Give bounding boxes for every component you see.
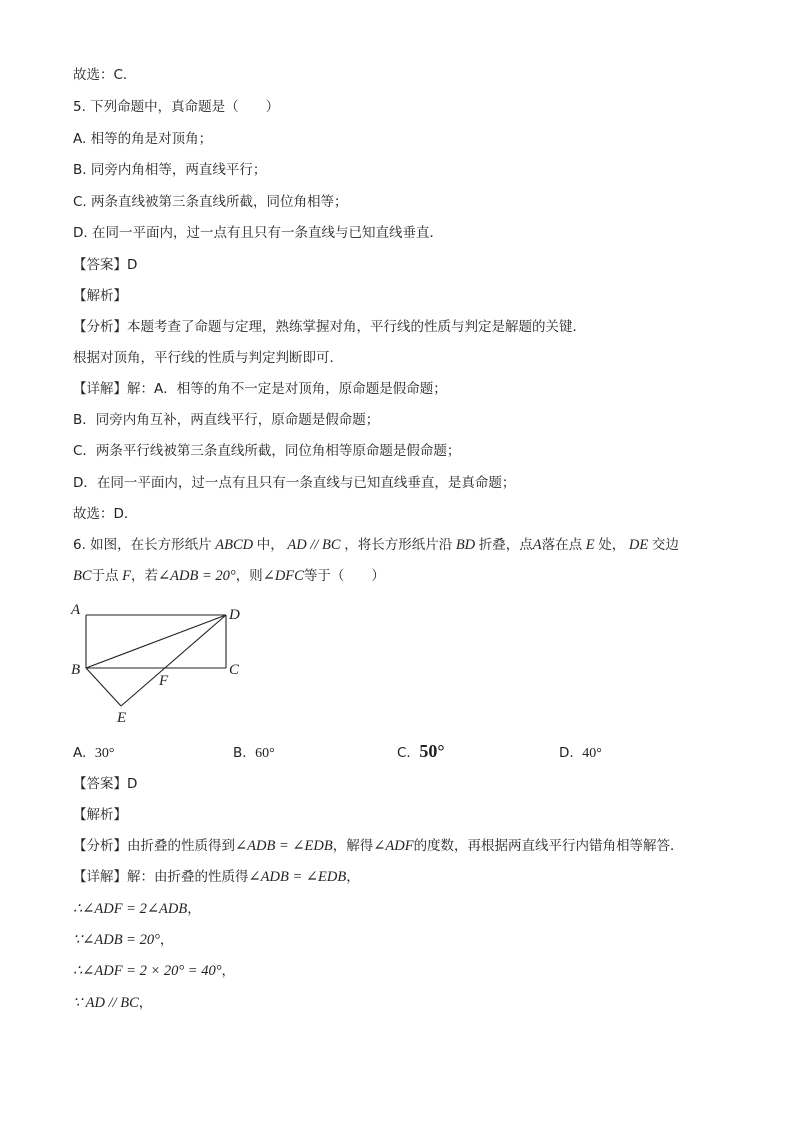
step-2: [73, 931, 173, 949]
step-1: [73, 900, 201, 918]
math: ∵ AD // BC: [73, 995, 139, 1011]
q6-text: 等于（ ）: [303, 568, 385, 584]
q6-math: E: [582, 537, 599, 553]
q6-math: BC: [73, 568, 92, 584]
q6-math: BD: [452, 537, 479, 553]
analysis-heading-5: 【解析】: [73, 288, 127, 304]
text-line: 故选：C．: [73, 67, 137, 83]
segment-be: [86, 668, 121, 706]
detail-5-d: D．在同一平面内，过一点有且只有一条直线与已知直线垂直，是真命题；: [73, 475, 516, 491]
q6-option-d: [559, 744, 602, 763]
label-b: B: [71, 662, 81, 678]
q6-math: A: [532, 537, 542, 553]
label-a: A: [71, 602, 81, 618]
segment-de: [121, 615, 226, 706]
q6-text: 中，: [256, 537, 284, 553]
geometry-figure: [66, 596, 256, 731]
step-3: [73, 962, 235, 980]
q6-text: 折叠，点: [478, 537, 533, 553]
question-6-line-1: [73, 536, 679, 554]
text: ，: [159, 932, 174, 948]
text: 【详解】解：由折叠的性质得: [73, 869, 249, 885]
q5-option-b: B. 同旁内角相等，两直线平行；: [73, 162, 267, 178]
q6-math: ∠ADB = 20°: [158, 568, 236, 584]
detail-6: [73, 868, 360, 886]
label-c: C: [229, 662, 240, 678]
option-value: 40°: [582, 746, 602, 761]
analysis-5: 【分析】本题考查了命题与定理，熟练掌握对角，平行线的性质与判定是解题的关键．: [73, 319, 586, 335]
q6-text: 处，: [598, 537, 626, 553]
text: ，: [346, 869, 360, 885]
math: ∠ADB = ∠EDB: [248, 869, 347, 885]
q6-math: AD // BC: [283, 537, 345, 553]
option-label: B.: [233, 745, 247, 761]
detail-5-c: C．两条平行线被第三条直线所截，同位角相等原命题是假命题；: [73, 443, 461, 459]
q6-option-b: [233, 744, 275, 763]
option-value: 50°: [419, 741, 445, 761]
q6-text: 落在点: [541, 537, 583, 553]
math: ∴∠ADF = 2∠ADB: [73, 901, 188, 917]
text: ，: [187, 901, 201, 917]
q6-math: ∠DFC: [262, 568, 304, 584]
q5-option-d: D. 在同一平面内，过一点有且只有一条直线与已知直线垂直．: [73, 225, 443, 241]
text: ，: [138, 995, 153, 1011]
q6-text: 6. 如图，在长方形纸片: [73, 537, 212, 553]
q6-text: ，则: [235, 568, 263, 584]
label-f: F: [159, 673, 169, 689]
detail-5-a: 【详解】解：A．相等的角不一定是对顶角，原命题是假命题；: [73, 381, 447, 397]
math: ∴∠ADF = 2 × 20° = 40°: [73, 963, 222, 979]
q6-math: F: [118, 568, 132, 584]
text: ，: [221, 963, 236, 979]
q6-option-c: [397, 742, 445, 762]
q6-text: ，将长方形纸片沿: [344, 537, 453, 553]
question-6-line-2: [73, 567, 385, 585]
text: 【分析】由折叠的性质得到: [73, 838, 235, 854]
q6-math: ABCD: [211, 537, 257, 553]
q6-text: ，若: [131, 568, 159, 584]
answer-6: 【答案】D: [73, 776, 138, 792]
q5-option-c: C. 两条直线被第三条直线所截，同位角相等；: [73, 194, 348, 210]
q5-option-a: A. 相等的角是对顶角；: [73, 131, 213, 147]
option-value: 60°: [255, 746, 275, 761]
math: ∠ADB = ∠EDB: [235, 838, 333, 854]
option-value: 30°: [94, 746, 115, 761]
text: 的度数，再根据两直线平行内错角相等解答．: [413, 838, 684, 854]
choice-5: 故选：D．: [73, 506, 138, 522]
math: ∠ADF: [373, 838, 414, 854]
analysis-6: [73, 837, 684, 855]
option-label: C.: [397, 745, 411, 761]
segment-bd: [86, 615, 226, 668]
step-4: [73, 994, 152, 1012]
label-e: E: [117, 710, 127, 726]
analysis-heading-6: 【解析】: [73, 807, 127, 823]
q6-text: 交边: [651, 537, 679, 553]
option-label: A.: [73, 745, 87, 761]
label-d: D: [229, 607, 240, 623]
text: ，解得: [332, 838, 374, 854]
answer-5: 【答案】D: [73, 257, 138, 273]
q6-text: 于点: [91, 568, 119, 584]
q6-option-a: [73, 744, 115, 763]
math: ∵∠ADB = 20°: [73, 932, 160, 948]
analysis-5-cont: 根据对顶角，平行线的性质与判定判断即可．: [73, 350, 343, 366]
detail-5-b: B．同旁内角互补，两直线平行，原命题是假命题；: [73, 412, 380, 428]
option-label: D.: [559, 745, 574, 761]
question-5: 5. 下列命题中，真命题是（ ）: [73, 99, 280, 115]
q6-math: DE: [625, 537, 652, 553]
